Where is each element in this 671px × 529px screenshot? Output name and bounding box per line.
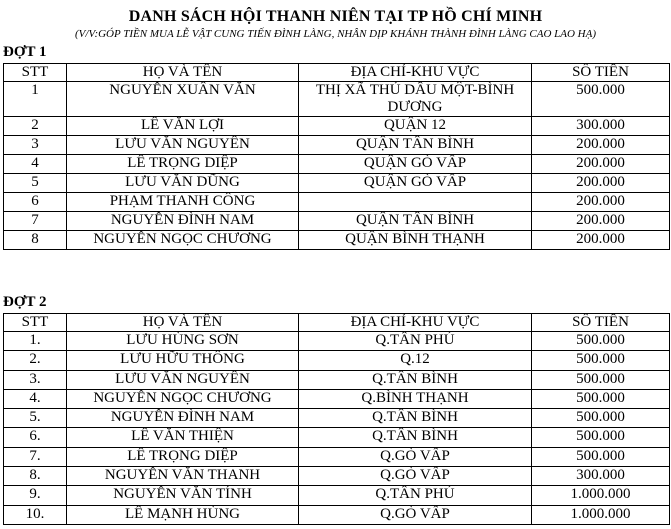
header-amount: SỐ TIỀN (532, 64, 670, 82)
cell-stt: 6 (4, 193, 67, 212)
cell-amount: 1.000.000 (532, 505, 670, 524)
cell-name: LÊ MẠNH HÙNG (67, 505, 299, 524)
cell-address: Q.GÒ VẤP (299, 447, 532, 466)
cell-stt: 6. (4, 428, 67, 447)
cell-address: Q.GÒ VẤP (299, 467, 532, 486)
table-row (4, 155, 670, 174)
cell-name: NGUYỄN ĐÌNH NAM (67, 212, 299, 231)
document-title: DANH SÁCH HỘI THANH NIÊN TẠI TP HỒ CHÍ MINH (128, 8, 543, 25)
cell-amount: 500.000 (532, 332, 670, 351)
cell-amount: 200.000 (532, 155, 670, 174)
cell-stt: 4. (4, 389, 67, 408)
cell-name: NGUYỄN VĂN THANH (67, 467, 299, 486)
table-row (4, 505, 670, 524)
table-row (4, 82, 670, 117)
cell-name: LÊ TRỌNG DIỆP (67, 155, 299, 174)
cell-amount: 300.000 (532, 117, 670, 136)
cell-stt: 1 (4, 82, 67, 117)
cell-address: QUẬN TÂN BÌNH (299, 136, 532, 155)
table-row (4, 409, 670, 428)
batch1-body (4, 82, 670, 250)
cell-name: NGUYỄN ĐÌNH NAM (67, 409, 299, 428)
cell-address: Q.TÂN PHÚ (299, 486, 532, 505)
cell-stt: 8 (4, 231, 67, 250)
cell-address: THỊ XÃ THỦ DẦU MỘT-BÌNH DƯƠNG (299, 82, 532, 117)
cell-stt: 10. (4, 505, 67, 524)
cell-amount: 500.000 (532, 409, 670, 428)
cell-amount: 200.000 (532, 212, 670, 231)
cell-address: QUẬN GÒ VẤP (299, 174, 532, 193)
cell-amount: 200.000 (532, 231, 670, 250)
header-amount: SỐ TIỀN (532, 314, 670, 332)
batch2-label: ĐỢT 2 (3, 294, 47, 310)
table-row (4, 136, 670, 155)
header-stt: STT (4, 64, 67, 82)
cell-amount: 500.000 (532, 447, 670, 466)
cell-name: NGUYỄN XUÂN VĂN (67, 82, 299, 117)
cell-amount: 300.000 (532, 467, 670, 486)
batch2-header-row (4, 314, 670, 332)
cell-stt: 2 (4, 117, 67, 136)
table-row (4, 332, 670, 351)
table-row (4, 486, 670, 505)
cell-stt: 5 (4, 174, 67, 193)
cell-address: Q.12 (299, 351, 532, 370)
table-row (4, 389, 670, 408)
cell-amount: 200.000 (532, 136, 670, 155)
cell-name: PHẠM THANH CÔNG (67, 193, 299, 212)
cell-stt: 3 (4, 136, 67, 155)
batch1-table (3, 63, 670, 250)
cell-amount: 500.000 (532, 428, 670, 447)
cell-name: NGUYỄN VĂN TÍNH (67, 486, 299, 505)
cell-stt: 4 (4, 155, 67, 174)
cell-address: QUẬN GÒ VẤP (299, 155, 532, 174)
table-row (4, 447, 670, 466)
cell-amount: 200.000 (532, 193, 670, 212)
table-row (4, 351, 670, 370)
batch2-table (3, 313, 670, 525)
cell-name: LÊ VĂN THIỆN (67, 428, 299, 447)
cell-name: NGUYỄN NGỌC CHƯƠNG (67, 231, 299, 250)
header-address: ĐỊA CHỈ-KHU VỰC (299, 314, 532, 332)
table-row (4, 174, 670, 193)
cell-stt: 5. (4, 409, 67, 428)
cell-stt: 3. (4, 370, 67, 389)
cell-address: Q.BÌNH THẠNH (299, 389, 532, 408)
cell-amount: 500.000 (532, 82, 670, 117)
table-row (4, 117, 670, 136)
cell-address: QUẬN TÂN BÌNH (299, 212, 532, 231)
cell-name: LÊ VĂN LỢI (67, 117, 299, 136)
cell-name: LƯU VĂN NGUYÊN (67, 370, 299, 389)
cell-stt: 9. (4, 486, 67, 505)
cell-stt: 7. (4, 447, 67, 466)
batch2-body (4, 332, 670, 525)
cell-amount: 500.000 (532, 370, 670, 389)
header-name: HỌ VÀ TÊN (67, 64, 299, 82)
table-row (4, 193, 670, 212)
cell-address: Q.TÂN PHÚ (299, 332, 532, 351)
cell-amount: 200.000 (532, 174, 670, 193)
header-address: ĐỊA CHỈ-KHU VỰC (299, 64, 532, 82)
cell-address: Q.TÂN BÌNH (299, 370, 532, 389)
cell-address: Q.TÂN BÌNH (299, 409, 532, 428)
cell-name: LƯU HÙNG SƠN (67, 332, 299, 351)
batch1-header-row (4, 64, 670, 82)
table-row (4, 467, 670, 486)
cell-stt: 2. (4, 351, 67, 370)
cell-address (299, 193, 532, 212)
table-row (4, 231, 670, 250)
cell-address: QUẬN BÌNH THẠNH (299, 231, 532, 250)
document-subtitle: (V/V:GÓP TIỀN MUA LỄ VẬT CUNG TIẾN ĐÌNH LÀNG, NHÂN DỊP KHÁNH THÀNH ĐÌNH LÀNG CAO LAO HẠ) (75, 28, 596, 40)
header-stt: STT (4, 314, 67, 332)
cell-address: QUẬN 12 (299, 117, 532, 136)
header-name: HỌ VÀ TÊN (67, 314, 299, 332)
batch1-label: ĐỢT 1 (3, 44, 47, 60)
cell-address: Q.TÂN BÌNH (299, 428, 532, 447)
cell-name: LƯU VĂN NGUYÊN (67, 136, 299, 155)
table-row (4, 370, 670, 389)
cell-amount: 500.000 (532, 389, 670, 408)
cell-name: LÊ TRỌNG DIỆP (67, 447, 299, 466)
table-row (4, 212, 670, 231)
cell-name: NGUYỄN NGỌC CHƯƠNG (67, 389, 299, 408)
cell-name: LƯU HỮU THÔNG (67, 351, 299, 370)
cell-stt: 1. (4, 332, 67, 351)
table-row (4, 428, 670, 447)
cell-name: LƯU VĂN DŨNG (67, 174, 299, 193)
cell-amount: 1.000.000 (532, 486, 670, 505)
cell-amount: 500.000 (532, 351, 670, 370)
cell-address: Q.GÒ VẤP (299, 505, 532, 524)
cell-stt: 7 (4, 212, 67, 231)
cell-stt: 8. (4, 467, 67, 486)
